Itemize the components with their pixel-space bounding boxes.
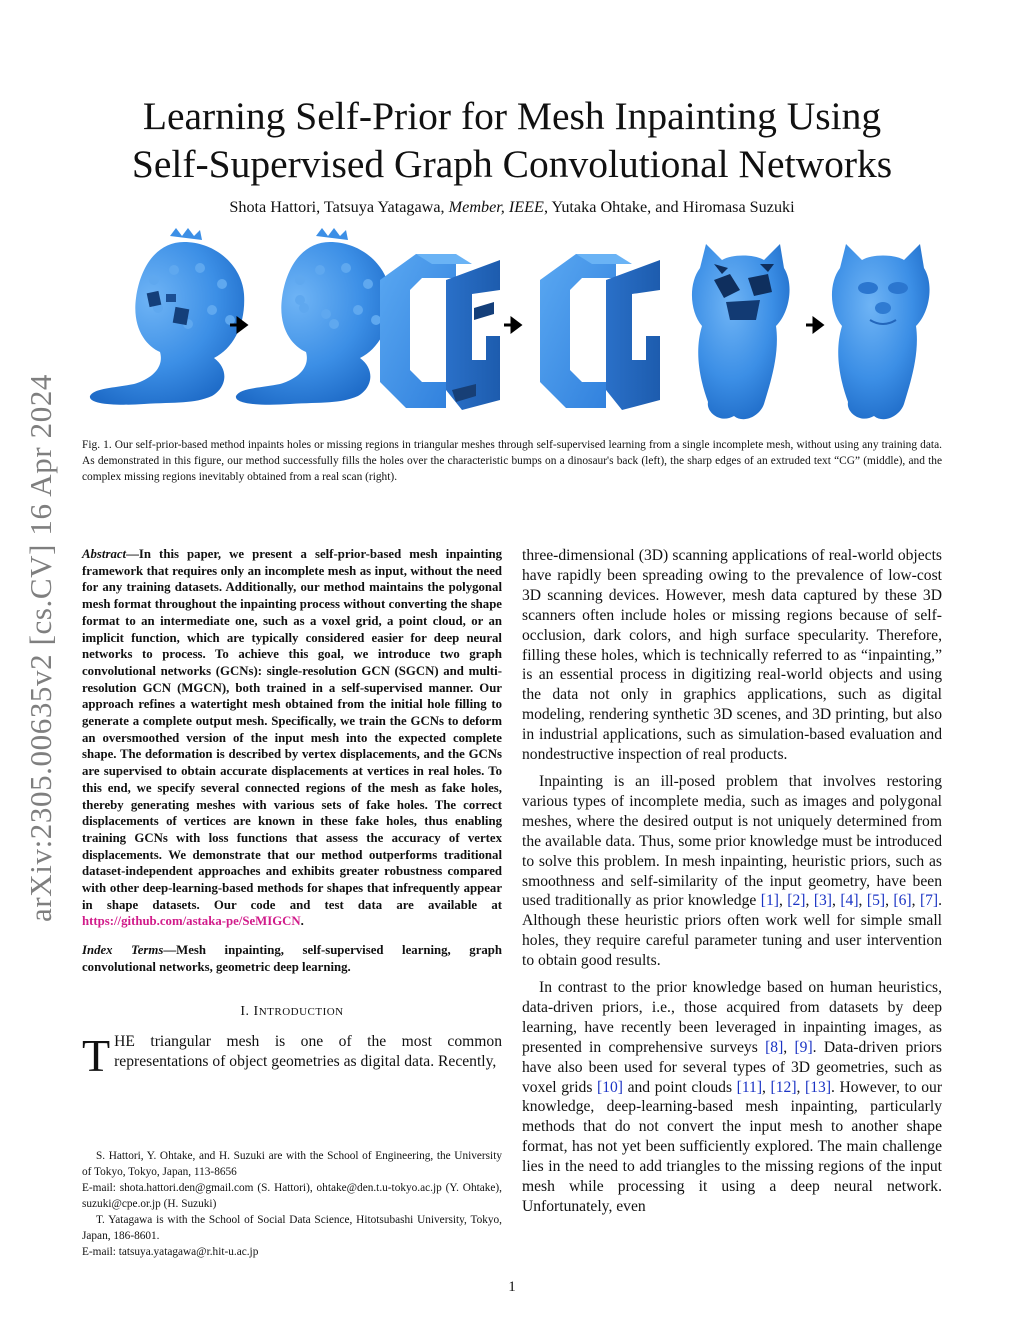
citation-link[interactable]: [11] — [736, 1078, 763, 1096]
teaser-figure — [84, 228, 940, 430]
citation-link[interactable]: [13] — [805, 1078, 832, 1096]
ieee-membership: Member, IEEE — [448, 198, 544, 216]
citation-link[interactable]: [3] — [813, 892, 832, 910]
author-footnotes — [82, 1148, 502, 1260]
cg-text-incomplete-mesh — [380, 254, 500, 410]
code-link[interactable]: https://github.com/astaka-pe/SeMIGCN — [82, 914, 301, 929]
arrow-icon — [504, 319, 520, 331]
footnote: T. Yatagawa is with the School of Social Data Science, Hitotsubashi University, Tokyo, Japan, 186-8601. — [82, 1214, 502, 1242]
raccoon-scan-complete-mesh — [832, 244, 930, 419]
citation-link[interactable]: [6] — [893, 892, 912, 910]
dinosaur-incomplete-mesh — [90, 228, 244, 405]
intro-paragraph: THE triangular mesh is one of the most common representations of object geometries as digital data. Recently, — [82, 1029, 502, 1081]
citation-link[interactable]: [2] — [787, 892, 806, 910]
body-paragraph: Inpainting is an ill-posed problem that involves restoring various types of incomplete media, such as images and polygonal meshes, where the desired output is not uniquely determined from the available data. Thus, some prior knowledge must be introduced to solve this problem. In mesh inpainting, heuristic priors, such as smoothness and self-similarity of the input geometry, have been used traditionally as prior knowledge [1], [2], [3], [4], [5], [6], [7]. Although these heuristic priors often work well for simple small holes, they require careful parameter tuning and user intervention to obtain good results. — [522, 772, 943, 970]
footnote: E-mail: shota.hattori.den@gmail.com (S. Hattori), ohtake@den.t.u-tokyo.ac.jp (Y. Ohtake), suzuki@cpe.or.jp (H. Suzuki) — [82, 1182, 502, 1210]
figure-caption: Fig. 1. Our self-prior-based method inpaints holes or missing regions in triangular meshes through self-supervised learning from a single incomplete mesh, without using any training data. As demonstrated in this figure, our method successfully fills the holes over the characteristic bumps on a dinosaur's back (left), the sharp edges of an extruded text “CG” (middle), and the complex missing regions inevitably obtained from a real scan (right). — [82, 439, 942, 483]
body-paragraph: three-dimensional (3D) scanning applications of real-world objects have rapidly been spreading owing to the prevalence of low-cost 3D scanning devices. However, mesh data captured by these 3D scanners often include holes or missing regions because of self-occlusion, dark colors, and high surface specularity. Therefore, filling these holes, which is technically referred to as “inpainting,” is an essential process in digitizing real-world objects and using the data not only in graphics applications, such as digital modeling, rendering synthetic 3D scenes, and 3D printing, but also in industrial applications, such as simulation-based evaluation and nondestructive inspection of real products. — [522, 547, 942, 764]
index-terms-label: Index Terms — [82, 943, 164, 958]
author-list: Shota Hattori, Tatsuya Yatagawa, Member, IEEE, Yutaka Ohtake, and Hiromasa Suzuki — [229, 198, 795, 216]
citation-link[interactable]: [10] — [597, 1078, 623, 1096]
cg-text-complete-mesh — [540, 254, 660, 410]
raccoon-scan-incomplete-mesh — [692, 244, 790, 419]
paper-title — [80, 92, 944, 188]
right-column — [522, 546, 942, 1217]
index-terms: Index Terms—Mesh inpainting, self-supervised learning, graph convolutional networks, geometric deep learning. — [82, 943, 503, 974]
citation-link[interactable]: [8] — [765, 1038, 784, 1056]
citation-link[interactable]: [12] — [770, 1078, 797, 1096]
left-column — [82, 546, 503, 1081]
citation-link[interactable]: [4] — [840, 892, 859, 910]
arrow-icon — [806, 319, 822, 331]
dropcap: T — [82, 1029, 111, 1081]
citation-link[interactable]: [7] — [919, 892, 939, 910]
dinosaur-complete-mesh — [236, 228, 390, 405]
abstract: Abstract—In this paper, we present a self-prior-based mesh inpainting framework that requires only an incomplete mesh as input, without the need for any training datasets. Additionally, our method maintains the polygonal mesh format throughout the inpainting process without converting the shape format to an intermediate one, such as a voxel grid, a point cloud, or an implicit function, which are typically considered easier for deep neural networks to process. To achieve this goal, we introduce two graph convolutional networks (GCNs): single-resolution GCN (SGCN) and multi-resolution GCN (MGCN), both trained in a self-supervised manner. Our approach refines a watertight mesh obtained from the initial hole filling to generate a complete output mesh. Specifically, we train the GCNs to deform an oversmoothed version of the input mesh into the expected complete shape. The deformation is described by vertex displacements, and the GCNs are supervised to obtain accurate displacements at vertices in real holes. To this end, we specify several connected regions of the mesh as fake holes, thereby generating meshes with various sets of fake holes. The correct displacements of vertices are known in these fake holes, thus enabling training GCNs with loss functions that assess the accuracy of vertex displacements. We demonstrate that our method outperforms traditional dataset-independent approaches and exhibits greater robustness compared with other deep-learning-based methods for shapes that infrequently appear in shape datasets. Our code and test data are available at https://github.com/astaka-pe/SeMIGCN. — [82, 547, 502, 929]
title-line-2: Self-Supervised Graph Convolutional Networks — [131, 142, 893, 186]
arxiv-watermark — [22, 350, 60, 945]
footnote: E-mail: tatsuya.yatagawa@r.hit-u.ac.jp — [82, 1246, 259, 1258]
title-line-1: Learning Self-Prior for Mesh Inpainting Using — [142, 94, 882, 138]
abstract-label: Abstract — [82, 547, 127, 561]
citation-link[interactable]: [1] — [760, 892, 779, 910]
teaser-figure-graphic — [84, 228, 940, 430]
section-heading-introduction: I. INTRODUCTION — [240, 1003, 344, 1019]
citation-link[interactable]: [9] — [794, 1038, 813, 1056]
footnote: S. Hattori, Y. Ohtake, and H. Suzuki are with the School of Engineering, the University of Tokyo, Tokyo, Japan, 113-8656 — [82, 1150, 502, 1178]
body-paragraph: In contrast to the prior knowledge based on human heuristics, data-driven priors, i.e., those acquired from datasets by deep learning, have recently been leveraged in inpainting images, as presented in comprehensive surveys [8], [9]. Data-driven priors have also been used for several types of 3D geometries, such as voxel grids [10] and point clouds [11], [12], [13]. However, to our knowledge, deep-learning-based mesh inpainting, particularly methods that do not convert the input mesh to another shape format, has not yet been sufficiently explored. The main challenge lies in the need to add triangles to the missing regions of the input mesh while processing it using a deep neural network. Unfortunately, even — [522, 979, 943, 1215]
arxiv-id[interactable]: arXiv:2305.00635v2 [cs.CV] 16 Apr 2024 — [23, 373, 58, 922]
page-number: 1 — [508, 1279, 516, 1295]
citation-link[interactable]: [5] — [866, 892, 886, 910]
